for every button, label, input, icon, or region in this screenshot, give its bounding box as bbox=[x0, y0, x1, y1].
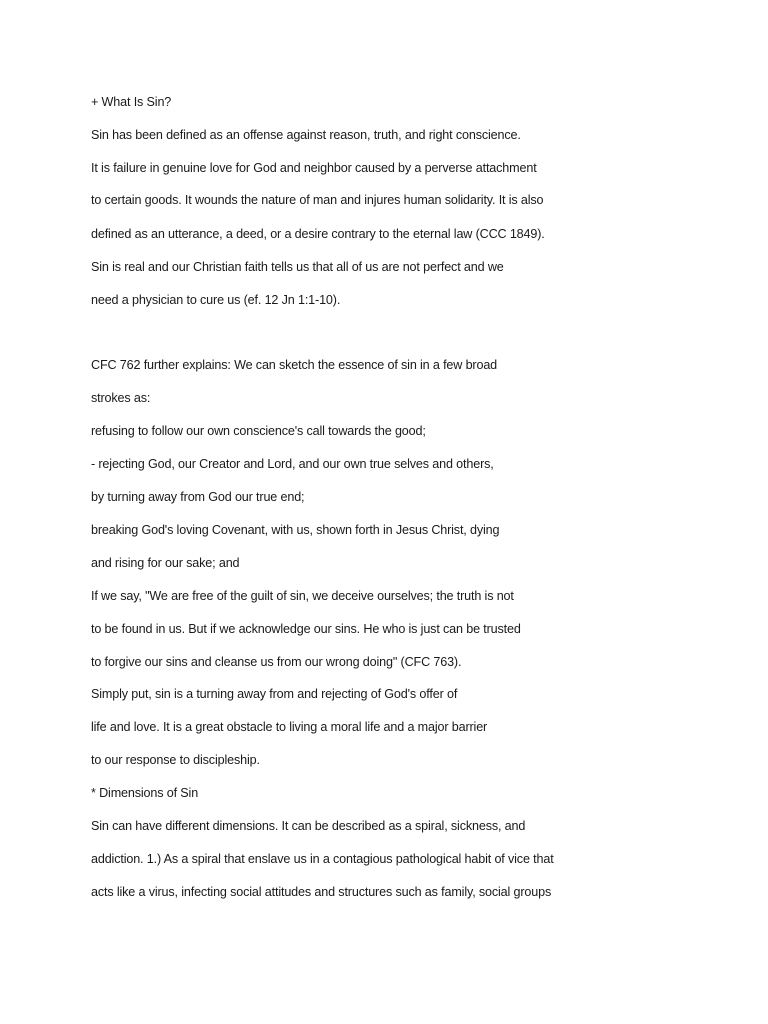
text-line: acts like a virus, infecting social attitudes and structures such as family, social groups bbox=[91, 885, 552, 899]
text-line: addiction. 1.) As a spiral that enslave us in a contagious pathological habit of vice that bbox=[91, 852, 554, 866]
text-line: to our response to discipleship. bbox=[91, 753, 260, 767]
text-line: to be found in us. But if we acknowledge our sins. He who is just can be trusted bbox=[91, 622, 521, 636]
text-line: - rejecting God, our Creator and Lord, and our own true selves and others, bbox=[91, 457, 494, 471]
text-line: If we say, "We are free of the guilt of sin, we deceive ourselves; the truth is not bbox=[91, 589, 514, 603]
section-heading-dimensions-of-sin: * Dimensions of Sin bbox=[91, 786, 199, 800]
text-line: by turning away from God our true end; bbox=[91, 490, 305, 504]
text-line: CFC 762 further explains: We can sketch the essence of sin in a few broad bbox=[91, 358, 498, 372]
text-line: defined as an utterance, a deed, or a desire contrary to the eternal law (CCC 1849). bbox=[91, 227, 545, 241]
text-line: Sin is real and our Christian faith tells us that all of us are not perfect and we bbox=[91, 260, 504, 274]
text-line: Sin can have different dimensions. It can be described as a spiral, sickness, and bbox=[91, 819, 526, 833]
text-line: need a physician to cure us (ef. 12 Jn 1:1-10). bbox=[91, 293, 341, 307]
text-line: It is failure in genuine love for God and neighbor caused by a perverse attachment bbox=[91, 161, 537, 175]
text-line: life and love. It is a great obstacle to living a moral life and a major barrier bbox=[91, 720, 488, 734]
text-line: Simply put, sin is a turning away from and rejecting of God's offer of bbox=[91, 687, 458, 701]
text-line: refusing to follow our own conscience's call towards the good; bbox=[91, 424, 426, 438]
text-line: and rising for our sake; and bbox=[91, 556, 240, 570]
text-line: Sin has been defined as an offense against reason, truth, and right conscience. bbox=[91, 128, 521, 142]
section-heading-what-is-sin: + What Is Sin? bbox=[91, 95, 172, 109]
text-line: to forgive our sins and cleanse us from our wrong doing" (CFC 763). bbox=[91, 655, 462, 669]
text-line: to certain goods. It wounds the nature of man and injures human solidarity. It is also bbox=[91, 193, 544, 207]
text-line: strokes as: bbox=[91, 391, 151, 405]
text-line: breaking God's loving Covenant, with us, shown forth in Jesus Christ, dying bbox=[91, 523, 500, 537]
